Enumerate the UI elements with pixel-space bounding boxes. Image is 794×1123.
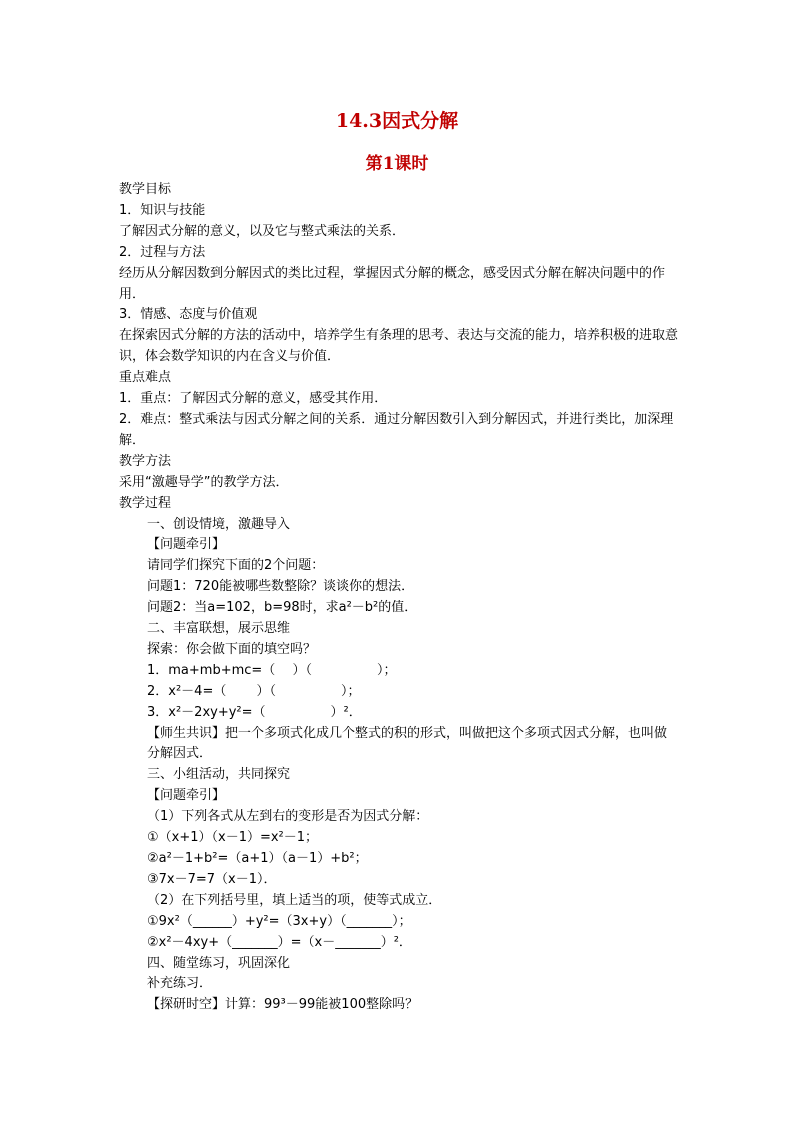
text-line: 1．ma+mb+mc=（ ）（ ）； xyxy=(147,662,397,678)
text-line: 补充练习． xyxy=(147,976,213,992)
text-line: 【问题牵引】 xyxy=(147,537,226,553)
text-line: 教学方法 xyxy=(119,453,172,469)
text-line: ②x²－4xy+（_______）=（x－_______）²． xyxy=(147,934,412,950)
text-line: 3．情感、态度与价值观 xyxy=(119,307,258,323)
text-line: 重点难点 xyxy=(119,370,172,386)
text-line: ①9x²（______）+y²=（3x+y）（_______）； xyxy=(147,913,412,929)
text-line: 2．难点：整式乘法与因式分解之间的关系．通过分解因数引入到分解因式，并进行类比，加深理解． xyxy=(119,411,674,448)
text-line: 探索：你会做下面的填空吗？ xyxy=(147,641,317,657)
page-subtitle: 第1课时 xyxy=(365,154,429,174)
document-body xyxy=(119,180,679,1016)
text-line: ②a²－1+b²=（a+1）（a－1）+b²； xyxy=(147,851,368,866)
text-line: 问题2：当a=102，b=98时，求a²－b²的值． xyxy=(147,600,418,616)
text-line: 教学过程 xyxy=(119,495,172,511)
text-line: 一、创设情境，激趣导入 xyxy=(147,516,291,532)
text-line: 在探索因式分解的方法的活动中，培养学生有条理的思考、表达与交流的能力，培养积极的进取意识，体会数学知识的内在含义与价值． xyxy=(119,328,679,365)
text-line: 三、小组活动，共同探究 xyxy=(147,767,291,783)
text-line: 二、丰富联想，展示思维 xyxy=(147,621,291,637)
text-line: 【问题牵引】 xyxy=(147,788,226,804)
text-line: （2）在下列括号里，填上适当的项，使等式成立． xyxy=(147,892,442,908)
text-line: （1）下列各式从左到右的变形是否为因式分解： xyxy=(147,809,429,825)
text-line: 【探研时空】计算：99³－99能被100整除吗？ xyxy=(147,997,419,1013)
text-line: 【师生共识】把一个多项式化成几个整式的积的形式，叫做把这个多项式因式分解，也叫做分解因式． xyxy=(147,725,668,762)
text-line: 2．x²－4=（ ）（ ）； xyxy=(147,683,361,699)
text-line: ③7x－7=7（x－1）． xyxy=(147,871,277,887)
text-line: 采用“激趣导学”的教学方法． xyxy=(119,474,289,490)
page-title: 14.3因式分解 xyxy=(335,110,459,132)
text-line: ①（x+1）（x－1）=x²－1； xyxy=(147,830,319,846)
text-line: 2．过程与方法 xyxy=(119,244,206,260)
text-line: 四、随堂练习，巩固深化 xyxy=(147,955,291,971)
text-line: 问题1：720能被哪些数整除？谈谈你的想法． xyxy=(147,579,415,595)
text-line: 经历从分解因数到分解因式的类比过程，掌握因式分解的概念，感受因式分解在解决问题中的作用． xyxy=(119,265,666,302)
text-line: 了解因式分解的意义，以及它与整式乘法的关系． xyxy=(119,223,406,239)
text-line: 1．知识与技能 xyxy=(119,202,206,218)
text-line: 教学目标 xyxy=(119,182,172,197)
text-line: 请同学们探究下面的2个问题： xyxy=(147,558,325,574)
text-line: 1．重点：了解因式分解的意义，感受其作用． xyxy=(119,391,388,407)
text-line: 3．x²－2xy+y²=（ ）²． xyxy=(147,704,362,720)
